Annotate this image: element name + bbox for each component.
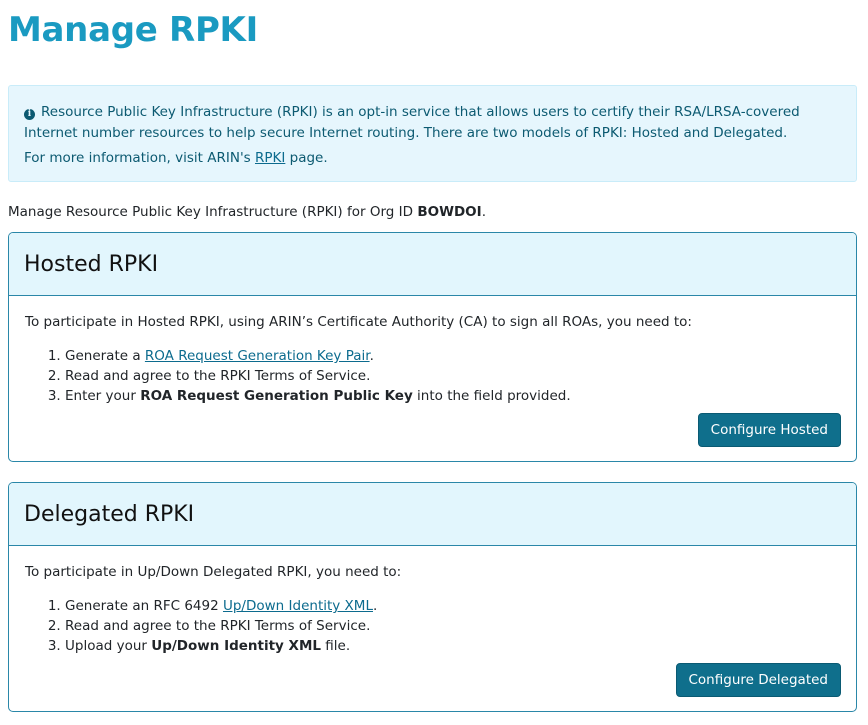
- configure-delegated-button[interactable]: Configure Delegated: [676, 663, 842, 697]
- intro-end: .: [481, 204, 486, 220]
- step-end: .: [372, 598, 378, 614]
- info-more-text: For more information, visit ARIN's: [24, 150, 255, 166]
- list-item: 2. Read and agree to the RPKI Terms of Service.: [65, 616, 841, 636]
- configure-hosted-button[interactable]: Configure Hosted: [698, 413, 841, 447]
- hosted-card-body: [9, 296, 856, 406]
- info-description: [24, 102, 840, 144]
- step-end: file.: [321, 638, 351, 654]
- delegated-steps: [25, 596, 841, 656]
- info-more: [24, 148, 840, 169]
- delegated-card-header: [9, 483, 856, 546]
- org-id: BOWDOI: [417, 204, 482, 220]
- hosted-card-title: Hosted RPKI: [24, 252, 159, 277]
- list-item: [65, 636, 841, 656]
- hosted-card-header: [9, 233, 856, 296]
- list-item: [65, 386, 841, 406]
- list-item: [65, 346, 841, 366]
- delegated-rpki-card: [8, 482, 857, 712]
- list-item: [65, 596, 841, 616]
- step-bold: ROA Request Generation Public Key: [140, 388, 413, 404]
- rpki-link[interactable]: RPKI: [254, 150, 286, 166]
- step-bold: Up/Down Identity XML: [151, 638, 322, 654]
- updown-identity-xml-link[interactable]: Up/Down Identity XML: [222, 598, 373, 614]
- info-more-end: page.: [285, 150, 328, 166]
- step-text: Upload your: [65, 638, 152, 654]
- info-text: Resource Public Key Infrastructure (RPKI) is an opt-in service that allows users to certify their RSA/LRSA-covered Internet number resources to help secure Internet routing. There are two models of RPKI: Hosted and Delegated.: [24, 104, 800, 141]
- step-text: Enter your: [65, 388, 141, 404]
- hosted-description: To participate in Hosted RPKI, using ARIN’s Certificate Authority (CA) to sign all ROAs, you need to:: [25, 314, 692, 330]
- info-circle-icon: i: [24, 109, 35, 120]
- list-item: 2. Read and agree to the RPKI Terms of Service.: [65, 366, 841, 386]
- step-text: Generate a: [65, 348, 145, 364]
- intro-text: [8, 202, 486, 222]
- info-alert: [8, 85, 857, 182]
- delegated-card-title: Delegated RPKI: [24, 502, 195, 527]
- step-text: Generate an RFC 6492: [65, 598, 223, 614]
- delegated-description: To participate in Up/Down Delegated RPKI, you need to:: [25, 564, 402, 580]
- intro-label: Manage Resource Public Key Infrastructure (RPKI) for Org ID: [8, 204, 418, 220]
- hosted-rpki-card: [8, 232, 857, 462]
- roa-key-pair-link[interactable]: ROA Request Generation Key Pair: [144, 348, 370, 364]
- step-end: into the field provided.: [412, 388, 571, 404]
- hosted-steps: [25, 346, 841, 406]
- delegated-card-body: [9, 546, 856, 656]
- step-end: .: [369, 348, 374, 364]
- page-title: Manage RPKI: [8, 10, 258, 50]
